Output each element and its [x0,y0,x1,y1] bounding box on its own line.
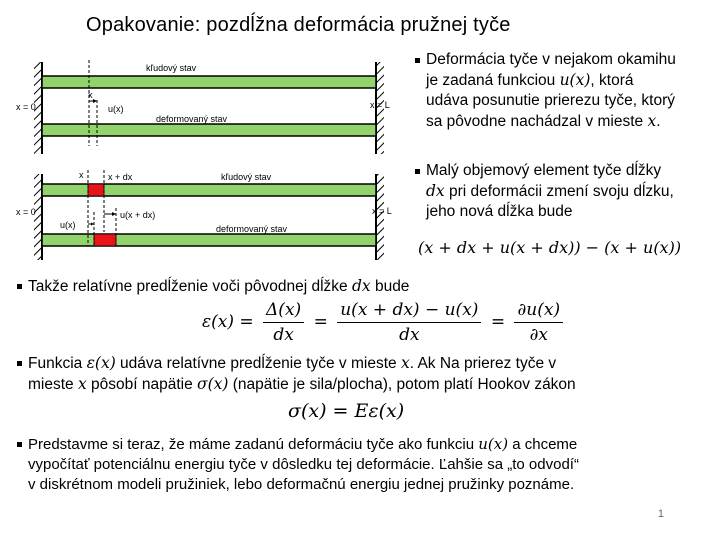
x0-label: x = 0 [16,102,36,112]
ux-label-lower: u(x) [60,220,76,230]
line: Predstavme si teraz, že máme zadanú deformáciu tyče ako funkciu u(x) a chceme [28,435,578,453]
paragraph-hooke [28,353,576,395]
page-title: Opakovanie: pozdĺžna deformácia pružnej tyče [86,14,511,36]
rest-state-label-lower: kľudový stav [221,172,272,182]
bullet [17,284,22,289]
ux-label: u(x) [108,104,124,114]
deformed-element [94,234,116,246]
deformed-bar-lower [42,234,376,246]
uxdx-arrowhead [112,212,116,216]
line: mieste x pôsobí napätie σ(x) (napätie je sila/plocha), potom platí Hookov zákon [28,375,576,393]
x-label-lower: x [79,170,84,180]
bullet [415,58,420,63]
rest-bar [42,76,376,88]
deformed-state-label-lower: deformovaný stav [216,224,288,234]
right-wall-lower [376,174,384,260]
bullet [17,442,22,447]
xdx-label: x + dx [108,172,133,182]
displacement-arrowhead [93,99,97,103]
x0-label-lower: x = 0 [16,207,36,217]
hooke-law-equation: σ(x) = Eε(x) [288,400,405,422]
line: dx pri deformácii zmení svoju dĺzku, [426,182,674,200]
line: Malý objemový element tyče dĺžky [426,162,662,179]
strain-equation: ε(x) = $\frac{\Delta(x)}{dx}$ = $\frac{u(x + dx) - u(x)}{dx}$ = $\frac{\partial u(x)}{\partial x}$ [202,300,567,345]
line: sa pôvodne nachádzal v mieste x. [426,112,661,130]
xL-label: x = L [370,100,390,110]
line: udáva posunutie prierezu tyče, ktorý [426,92,675,109]
page-number: 1 [657,508,664,520]
line: Deformácia tyče v nejakom okamihu [426,51,676,68]
uxdx-label: u(x + dx) [120,210,156,220]
x-label: x [88,90,93,100]
rest-element [88,184,104,196]
left-wall-lower [34,174,42,260]
rod-deformation-diagram [16,52,410,260]
deformed-state-label: deformovaný stav [156,114,228,124]
line: je zadaná funkciou u(x), ktorá [426,71,634,89]
line: v diskrétnom modeli pružiniek, lebo deformačnú energiu jednej pružinky poznáme. [28,476,575,493]
paragraph-element [426,161,674,222]
paragraph-energy [28,434,579,495]
bullet [17,361,22,366]
line: Funkcia ε(x) udáva relatívne predĺženie tyče v mieste x. Ak Na prierez tyče v [28,354,557,372]
new-length-formula: (x + dx + u(x + dx)) − (x + u(x)) [418,238,682,257]
rest-state-label: kľudový stav [146,63,197,73]
paragraph-deformation [426,50,676,132]
deformed-bar [42,124,376,136]
line: vypočítať potenciálnu energiu tyče v dôsledku tej deformácie. Ľahšie sa „to odvodí“ [28,456,579,473]
bullet [415,169,420,174]
strain-intro: Takže relatívne predĺženie voči pôvodnej dĺžke dx bude [28,277,410,295]
line: jeho nová dĺžka bude [426,203,573,220]
xL-label-lower: x = L [372,206,392,216]
